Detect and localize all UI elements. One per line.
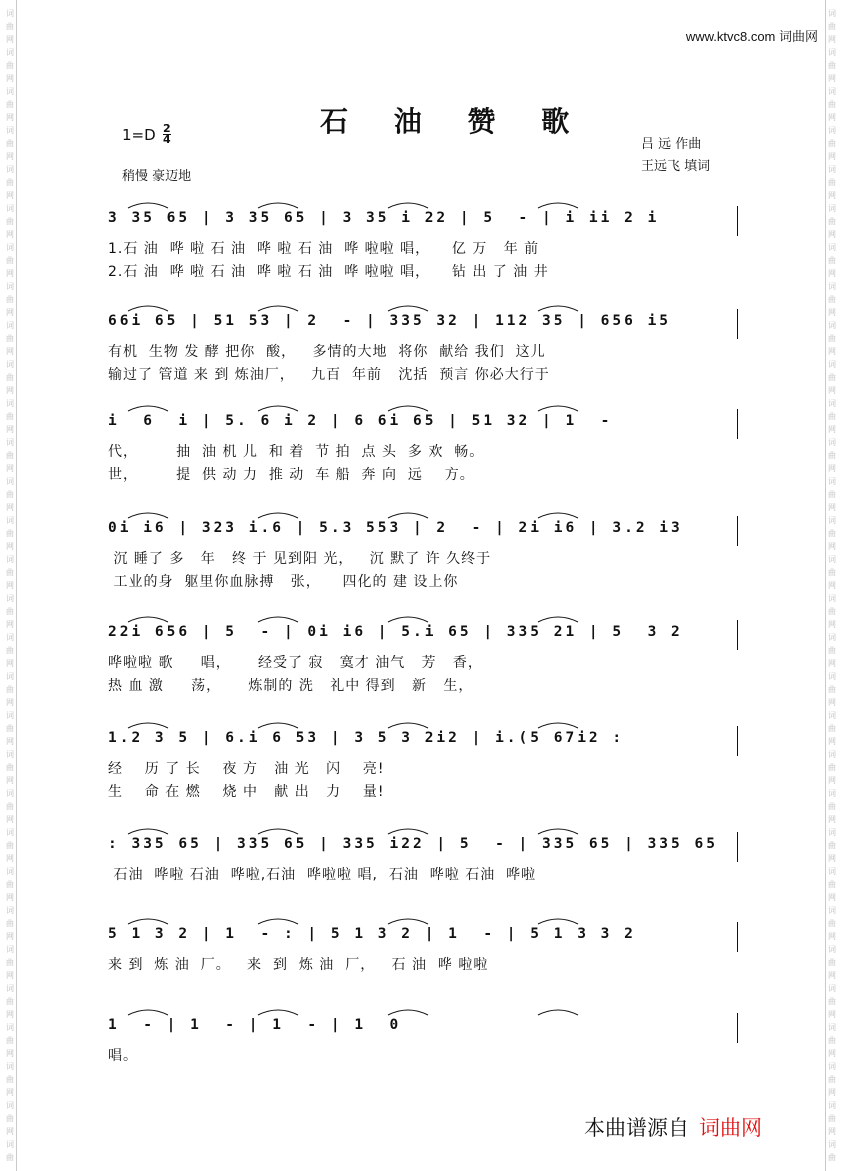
lyric-line-2: 热 血 激 荡， 炼制的 洗 礼中 得到 新 生， bbox=[108, 678, 474, 694]
slur bbox=[538, 203, 578, 208]
notation-line: 0i i6 | 323 i.6 | 5.3 553 | 2 - | 2i i6 | 3.2 i3 bbox=[108, 520, 683, 536]
watermark-char: 曲 bbox=[828, 763, 836, 772]
slur bbox=[128, 306, 168, 311]
watermark-char: 词 bbox=[828, 477, 836, 486]
watermark-char: 网 bbox=[828, 893, 836, 902]
slur bbox=[258, 306, 298, 311]
watermark-char: 词 bbox=[6, 204, 14, 213]
notation-line: 1.2 3 5 | 6.i 6 53 | 3 5 3 2i2 | i.(5 67i2 : bbox=[108, 730, 625, 746]
watermark-char: 网 bbox=[6, 932, 14, 941]
watermark-char: 曲 bbox=[6, 1075, 14, 1084]
watermark-char: 曲 bbox=[828, 22, 836, 31]
slur bbox=[128, 1010, 168, 1015]
watermark-char: 曲 bbox=[6, 490, 14, 499]
watermark-char: 曲 bbox=[828, 256, 836, 265]
watermark-char: 词 bbox=[828, 867, 836, 876]
slur bbox=[388, 617, 428, 622]
watermark-char: 曲 bbox=[828, 997, 836, 1006]
watermark-char: 网 bbox=[6, 386, 14, 395]
watermark-char: 网 bbox=[828, 1127, 836, 1136]
slur bbox=[128, 723, 168, 728]
lyric-line-1: 1.石 油 哗 啦 石 油 哗 啦 石 油 哗 啦啦 唱， 亿 万 年 前 bbox=[108, 241, 540, 257]
watermark-char: 曲 bbox=[6, 1114, 14, 1123]
watermark-char: 网 bbox=[828, 347, 836, 356]
beam-lines bbox=[108, 750, 738, 754]
watermark-char: 曲 bbox=[828, 685, 836, 694]
watermark-char: 词 bbox=[6, 87, 14, 96]
watermark-char: 曲 bbox=[828, 295, 836, 304]
watermark-char: 曲 bbox=[828, 607, 836, 616]
watermark-char: 网 bbox=[828, 698, 836, 707]
watermark-char: 词 bbox=[6, 477, 14, 486]
watermark-char: 曲 bbox=[828, 1036, 836, 1045]
beam-lines bbox=[108, 540, 738, 544]
beam-lines bbox=[108, 946, 738, 950]
bar-line bbox=[737, 516, 738, 546]
watermark-char: 网 bbox=[828, 776, 836, 785]
watermark-char: 网 bbox=[6, 815, 14, 824]
watermark-char: 词 bbox=[828, 555, 836, 564]
watermark-char: 曲 bbox=[828, 451, 836, 460]
watermark-char: 曲 bbox=[828, 646, 836, 655]
watermark-char: 网 bbox=[828, 854, 836, 863]
slur bbox=[388, 406, 428, 411]
watermark-char: 词 bbox=[6, 672, 14, 681]
lyric-line-2: 世， 提 供 动 力 推 动 车 船 奔 向 远 方。 bbox=[108, 467, 475, 483]
watermark-char: 曲 bbox=[828, 1153, 836, 1162]
watermark-char: 词 bbox=[828, 87, 836, 96]
watermark-char: 词 bbox=[6, 243, 14, 252]
watermark-char: 词 bbox=[6, 1062, 14, 1071]
watermark-char: 网 bbox=[6, 74, 14, 83]
slur bbox=[388, 829, 428, 834]
lyric-line-1: 石油 哗啦 石油 哗啦,石油 哗啦啦 唱, 石油 哗啦 石油 哗啦 bbox=[108, 867, 537, 883]
slur bbox=[128, 617, 168, 622]
watermark-char: 曲 bbox=[6, 412, 14, 421]
watermark-char: 曲 bbox=[6, 22, 14, 31]
site-label[interactable]: www.ktvc8.com 词曲网 bbox=[685, 29, 818, 44]
watermark-char: 网 bbox=[828, 113, 836, 122]
slur bbox=[258, 406, 298, 411]
watermark-char: 曲 bbox=[6, 802, 14, 811]
watermark-char: 网 bbox=[828, 581, 836, 590]
watermark-char: 曲 bbox=[828, 100, 836, 109]
lyric-line-2: 输过了 管道 来 到 炼油厂， 九百 年前 沈括 预言 你必大行于 bbox=[108, 367, 550, 383]
watermark-char: 网 bbox=[6, 776, 14, 785]
notation-line: 22i 656 | 5 - | 0i i6 | 5.i 65 | 335 21 | 5 3 2 bbox=[108, 624, 683, 640]
watermark-char: 网 bbox=[6, 854, 14, 863]
slur bbox=[388, 306, 428, 311]
watermark-char: 网 bbox=[828, 425, 836, 434]
watermark-char: 词 bbox=[828, 906, 836, 915]
score-system bbox=[108, 1017, 738, 1097]
watermark-char: 词 bbox=[6, 399, 14, 408]
notation-line: : 335 65 | 335 65 | 335 i22 | 5 - | 335 65 | 335 65 bbox=[108, 836, 718, 852]
watermark-char: 网 bbox=[6, 698, 14, 707]
slur bbox=[388, 203, 428, 208]
watermark-char: 词 bbox=[828, 1062, 836, 1071]
watermark-char: 词 bbox=[828, 9, 836, 18]
watermark-char: 网 bbox=[828, 542, 836, 551]
bar-line bbox=[737, 620, 738, 650]
watermark-char: 曲 bbox=[6, 295, 14, 304]
watermark-char: 网 bbox=[6, 308, 14, 317]
watermark-char: 网 bbox=[6, 1127, 14, 1136]
watermark-char: 网 bbox=[6, 1010, 14, 1019]
watermark-char: 词 bbox=[828, 945, 836, 954]
watermark-char: 曲 bbox=[6, 529, 14, 538]
watermark-char: 曲 bbox=[6, 685, 14, 694]
score-system bbox=[108, 730, 738, 810]
slur bbox=[388, 1010, 428, 1015]
watermark-char: 曲 bbox=[6, 334, 14, 343]
watermark-char: 曲 bbox=[828, 529, 836, 538]
score-system bbox=[108, 413, 738, 493]
watermark-char: 网 bbox=[828, 1049, 836, 1058]
notation-line: 3 35 65 | 3 35 65 | 3 35 i 22 | 5 - | i ii 2 i bbox=[108, 210, 660, 226]
bar-line bbox=[737, 409, 738, 439]
beam-lines bbox=[108, 856, 738, 860]
watermark-char: 曲 bbox=[6, 763, 14, 772]
watermark-char: 曲 bbox=[6, 61, 14, 70]
watermark-char: 词 bbox=[6, 360, 14, 369]
footer-source bbox=[584, 1112, 762, 1142]
beam-lines bbox=[108, 433, 738, 437]
watermark-char: 网 bbox=[6, 581, 14, 590]
watermark-char: 词 bbox=[6, 633, 14, 642]
watermark-char: 曲 bbox=[828, 412, 836, 421]
watermark-char: 曲 bbox=[828, 178, 836, 187]
watermark-char: 曲 bbox=[828, 919, 836, 928]
slur bbox=[538, 513, 578, 518]
watermark-char: 网 bbox=[828, 620, 836, 629]
time-signature: $\frac{2}{4}$ bbox=[163, 122, 171, 146]
watermark-char: 词 bbox=[6, 828, 14, 837]
watermark-char: 曲 bbox=[828, 568, 836, 577]
bar-line bbox=[737, 832, 738, 862]
watermark-char: 曲 bbox=[6, 139, 14, 148]
notation-line: 1 - | 1 - | 1 - | 1 0 bbox=[108, 1017, 402, 1033]
watermark-char: 词 bbox=[828, 243, 836, 252]
watermark-char: 词 bbox=[6, 1140, 14, 1149]
slur bbox=[128, 513, 168, 518]
lyric-line-1: 沉 睡了 多 年 终 于 见到阳 光， 沉 默了 许 久终于 bbox=[108, 551, 492, 567]
watermark-char: 网 bbox=[828, 1010, 836, 1019]
slur bbox=[538, 306, 578, 311]
slur bbox=[388, 919, 428, 924]
watermark-char: 词 bbox=[828, 1023, 836, 1032]
beam-lines bbox=[108, 644, 738, 648]
score-system bbox=[108, 926, 738, 1006]
watermark-char: 词 bbox=[6, 48, 14, 57]
slur bbox=[258, 919, 298, 924]
tempo-marking: 稍慢 豪迈地 bbox=[122, 169, 192, 184]
bar-line bbox=[737, 922, 738, 952]
watermark-char: 词 bbox=[6, 789, 14, 798]
watermark-char: 词 bbox=[828, 282, 836, 291]
watermark-char: 网 bbox=[828, 815, 836, 824]
footer-source-text: 本曲谱源自 bbox=[584, 1116, 689, 1140]
slur bbox=[538, 723, 578, 728]
watermark-char: 曲 bbox=[6, 880, 14, 889]
lyric-line-1: 有机 生物 发 酵 把你 酸， 多情的大地 将你 献给 我们 这儿 bbox=[108, 344, 546, 360]
watermark-char: 网 bbox=[828, 269, 836, 278]
watermark-char: 词 bbox=[6, 906, 14, 915]
slur bbox=[128, 829, 168, 834]
watermark-char: 曲 bbox=[828, 334, 836, 343]
watermark-char: 曲 bbox=[6, 646, 14, 655]
watermark-char: 词 bbox=[6, 165, 14, 174]
watermark-char: 曲 bbox=[6, 958, 14, 967]
watermark-char: 词 bbox=[828, 321, 836, 330]
bar-line bbox=[737, 309, 738, 339]
lyric-line-1: 代， 抽 油 机 儿 和 着 节 拍 点 头 多 欢 畅。 bbox=[108, 444, 485, 460]
composer-credit: 吕 远 作曲 bbox=[641, 137, 702, 152]
slur-marks bbox=[108, 1003, 738, 1017]
watermark-char: 曲 bbox=[6, 841, 14, 850]
watermark-char: 词 bbox=[828, 633, 836, 642]
bar-line bbox=[737, 206, 738, 236]
slur-marks bbox=[108, 506, 738, 520]
watermark-char: 网 bbox=[6, 893, 14, 902]
watermark-char: 网 bbox=[6, 191, 14, 200]
watermark-char: 曲 bbox=[6, 919, 14, 928]
watermark-char: 网 bbox=[6, 113, 14, 122]
watermark-char: 曲 bbox=[6, 451, 14, 460]
slur bbox=[128, 203, 168, 208]
lyricist-credit: 王远飞 填词 bbox=[641, 159, 711, 174]
slur bbox=[128, 406, 168, 411]
watermark-char: 网 bbox=[6, 659, 14, 668]
slur bbox=[538, 406, 578, 411]
watermark-char: 网 bbox=[6, 737, 14, 746]
slur bbox=[538, 617, 578, 622]
score-system bbox=[108, 520, 738, 600]
lyric-line-1: 哗啦啦 歌 唱， 经受了 寂 寞才 油气 芳 香， bbox=[108, 655, 483, 671]
watermark-char: 词 bbox=[6, 516, 14, 525]
slur bbox=[388, 723, 428, 728]
watermark-char: 曲 bbox=[828, 490, 836, 499]
slur bbox=[538, 919, 578, 924]
lyric-line-2: 工业的身 躯里你血脉搏 张， 四化的 建 设上你 bbox=[108, 574, 459, 590]
slur bbox=[258, 617, 298, 622]
slur bbox=[258, 203, 298, 208]
slur-marks bbox=[108, 912, 738, 926]
watermark-char: 词 bbox=[6, 126, 14, 135]
watermark-char: 曲 bbox=[6, 724, 14, 733]
lyric-line-1: 经 历 了 长 夜 方 油 光 闪 亮! bbox=[108, 761, 385, 777]
slur-marks bbox=[108, 299, 738, 313]
watermark-char: 曲 bbox=[828, 841, 836, 850]
watermark-char: 词 bbox=[828, 399, 836, 408]
watermark-char: 网 bbox=[828, 932, 836, 941]
watermark-char: 网 bbox=[6, 503, 14, 512]
bar-line bbox=[737, 1013, 738, 1043]
slur bbox=[128, 919, 168, 924]
slur-marks bbox=[108, 610, 738, 624]
watermark-char: 词 bbox=[6, 711, 14, 720]
watermark-char: 曲 bbox=[828, 139, 836, 148]
watermark-char: 网 bbox=[828, 659, 836, 668]
watermark-char: 曲 bbox=[828, 1114, 836, 1123]
watermark-char: 网 bbox=[6, 1088, 14, 1097]
slur-marks bbox=[108, 399, 738, 413]
watermark-char: 曲 bbox=[6, 100, 14, 109]
watermark-char: 词 bbox=[828, 672, 836, 681]
watermark-char: 网 bbox=[6, 425, 14, 434]
watermark-char: 网 bbox=[6, 35, 14, 44]
watermark-char: 网 bbox=[6, 971, 14, 980]
watermark-char: 词 bbox=[6, 9, 14, 18]
watermark-char: 网 bbox=[828, 74, 836, 83]
slur bbox=[538, 829, 578, 834]
watermark-char: 词 bbox=[828, 165, 836, 174]
score-system bbox=[108, 836, 738, 916]
lyric-line-1: 唱。 bbox=[108, 1048, 138, 1064]
watermark-char: 词 bbox=[828, 711, 836, 720]
slur bbox=[258, 723, 298, 728]
watermark-char: 曲 bbox=[6, 178, 14, 187]
watermark-char: 词 bbox=[6, 438, 14, 447]
score-system bbox=[108, 313, 738, 393]
watermark-char: 词 bbox=[828, 789, 836, 798]
watermark-char: 网 bbox=[6, 542, 14, 551]
watermark-char: 网 bbox=[828, 35, 836, 44]
watermark-char: 词 bbox=[828, 1140, 836, 1149]
watermark-char: 网 bbox=[6, 464, 14, 473]
notation-line: 66i 65 | 51 53 | 2 - | 335 32 | 112 35 | 656 i5 bbox=[108, 313, 672, 329]
slur-marks bbox=[108, 196, 738, 210]
watermark-char: 词 bbox=[6, 984, 14, 993]
right-watermark-strip bbox=[822, 0, 842, 1171]
watermark-char: 曲 bbox=[828, 724, 836, 733]
watermark-char: 网 bbox=[828, 152, 836, 161]
slur bbox=[538, 1010, 578, 1015]
watermark-char: 网 bbox=[6, 230, 14, 239]
watermark-char: 词 bbox=[828, 438, 836, 447]
watermark-char: 曲 bbox=[6, 568, 14, 577]
watermark-char: 词 bbox=[6, 1101, 14, 1110]
watermark-char: 词 bbox=[6, 555, 14, 564]
watermark-char: 词 bbox=[6, 867, 14, 876]
watermark-char: 网 bbox=[6, 347, 14, 356]
watermark-char: 词 bbox=[828, 828, 836, 837]
watermark-char: 词 bbox=[828, 750, 836, 759]
watermark-char: 曲 bbox=[828, 802, 836, 811]
watermark-char: 词 bbox=[828, 204, 836, 213]
watermark-char: 曲 bbox=[828, 1075, 836, 1084]
watermark-char: 网 bbox=[6, 152, 14, 161]
watermark-char: 网 bbox=[828, 1088, 836, 1097]
watermark-char: 词 bbox=[828, 984, 836, 993]
watermark-char: 词 bbox=[6, 282, 14, 291]
watermark-char: 词 bbox=[828, 594, 836, 603]
watermark-char: 网 bbox=[828, 386, 836, 395]
watermark-char: 网 bbox=[6, 620, 14, 629]
watermark-char: 曲 bbox=[6, 373, 14, 382]
slur bbox=[258, 513, 298, 518]
beam-lines bbox=[108, 1037, 738, 1041]
slur bbox=[258, 1010, 298, 1015]
lyric-line-2: 2.石 油 哗 啦 石 油 哗 啦 石 油 哗 啦啦 唱， 钻 出 了 油 井 bbox=[108, 264, 549, 280]
watermark-char: 曲 bbox=[6, 1153, 14, 1162]
watermark-char: 词 bbox=[828, 48, 836, 57]
footer-brand[interactable]: 词曲网 bbox=[699, 1116, 762, 1140]
bar-line bbox=[737, 726, 738, 756]
watermark-char: 曲 bbox=[6, 997, 14, 1006]
key-signature: 1=D bbox=[122, 126, 156, 144]
watermark-char: 网 bbox=[828, 503, 836, 512]
watermark-char: 网 bbox=[828, 191, 836, 200]
watermark-char: 网 bbox=[828, 230, 836, 239]
watermark-char: 词 bbox=[6, 594, 14, 603]
watermark-char: 曲 bbox=[6, 256, 14, 265]
score-system bbox=[108, 210, 738, 290]
beam-lines bbox=[108, 230, 738, 234]
left-watermark-strip bbox=[0, 0, 20, 1171]
watermark-char: 词 bbox=[828, 360, 836, 369]
watermark-char: 曲 bbox=[828, 958, 836, 967]
watermark-char: 词 bbox=[6, 945, 14, 954]
notation-line: i 6 i | 5. 6 i 2 | 6 6i 65 | 51 32 | 1 - bbox=[108, 413, 613, 429]
watermark-char: 词 bbox=[6, 1023, 14, 1032]
watermark-char: 曲 bbox=[6, 217, 14, 226]
watermark-char: 曲 bbox=[6, 607, 14, 616]
score-system bbox=[108, 624, 738, 704]
slur bbox=[388, 513, 428, 518]
lyric-line-2: 生 命 在 燃 烧 中 献 出 力 量! bbox=[108, 784, 385, 800]
slur-marks bbox=[108, 822, 738, 836]
watermark-char: 网 bbox=[6, 1049, 14, 1058]
watermark-char: 词 bbox=[828, 126, 836, 135]
notation-line: 5 1 3 2 | 1 - : | 5 1 3 2 | 1 - | 5 1 3 3 2 bbox=[108, 926, 636, 942]
watermark-char: 曲 bbox=[6, 1036, 14, 1045]
watermark-char: 网 bbox=[828, 308, 836, 317]
watermark-char: 网 bbox=[828, 464, 836, 473]
watermark-char: 曲 bbox=[828, 61, 836, 70]
watermark-char: 曲 bbox=[828, 373, 836, 382]
watermark-char: 曲 bbox=[828, 880, 836, 889]
watermark-char: 网 bbox=[828, 737, 836, 746]
watermark-char: 网 bbox=[6, 269, 14, 278]
watermark-char: 词 bbox=[6, 750, 14, 759]
beam-lines bbox=[108, 333, 738, 337]
song-title: 石 油 赞 歌 bbox=[320, 105, 588, 138]
lyric-line-1: 来 到 炼 油 厂。 来 到 炼 油 厂， 石 油 哗 啦啦 bbox=[108, 957, 489, 973]
watermark-char: 词 bbox=[828, 516, 836, 525]
watermark-char: 网 bbox=[828, 971, 836, 980]
slur-marks bbox=[108, 716, 738, 730]
watermark-char: 词 bbox=[828, 1101, 836, 1110]
slur bbox=[258, 829, 298, 834]
watermark-char: 曲 bbox=[828, 217, 836, 226]
watermark-char: 词 bbox=[6, 321, 14, 330]
